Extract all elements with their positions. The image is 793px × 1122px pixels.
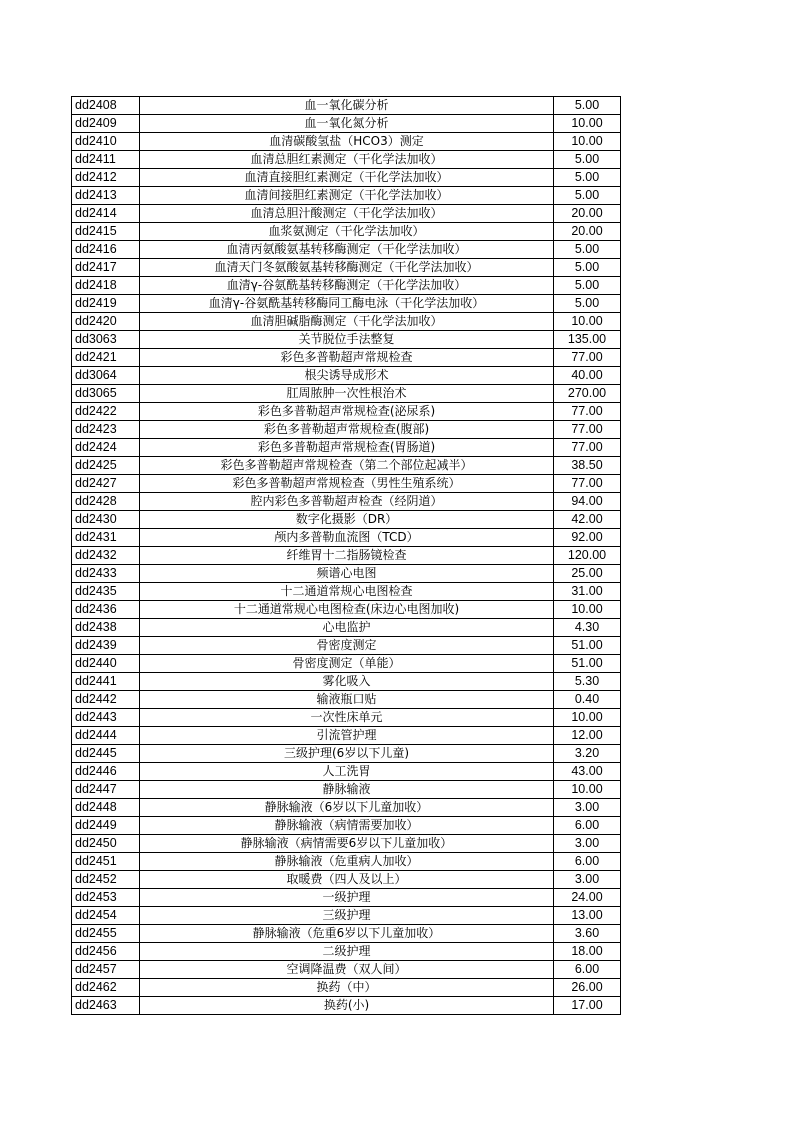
item-code-cell: dd2435 bbox=[72, 583, 140, 601]
item-code-cell: dd2418 bbox=[72, 277, 140, 295]
fee-table-body bbox=[72, 97, 621, 1015]
item-price-cell: 5.00 bbox=[554, 97, 621, 115]
item-price-cell: 94.00 bbox=[554, 493, 621, 511]
item-price-cell: 3.60 bbox=[554, 925, 621, 943]
item-price-cell: 77.00 bbox=[554, 349, 621, 367]
table-row bbox=[72, 385, 621, 403]
item-name-cell: 骨密度测定（单能） bbox=[140, 655, 554, 673]
item-code-cell: dd2453 bbox=[72, 889, 140, 907]
item-code-cell: dd3063 bbox=[72, 331, 140, 349]
item-price-cell: 3.00 bbox=[554, 871, 621, 889]
item-price-cell: 51.00 bbox=[554, 655, 621, 673]
item-price-cell: 12.00 bbox=[554, 727, 621, 745]
item-code-cell: dd2449 bbox=[72, 817, 140, 835]
item-code-cell: dd2427 bbox=[72, 475, 140, 493]
table-row bbox=[72, 727, 621, 745]
item-code-cell: dd2441 bbox=[72, 673, 140, 691]
item-name-cell: 血浆氨测定（干化学法加收） bbox=[140, 223, 554, 241]
table-row bbox=[72, 691, 621, 709]
item-name-cell: 血清直接胆红素测定（干化学法加收） bbox=[140, 169, 554, 187]
item-price-cell: 24.00 bbox=[554, 889, 621, 907]
table-row bbox=[72, 277, 621, 295]
item-price-cell: 10.00 bbox=[554, 601, 621, 619]
item-price-cell: 31.00 bbox=[554, 583, 621, 601]
table-row bbox=[72, 547, 621, 565]
item-code-cell: dd2423 bbox=[72, 421, 140, 439]
item-price-cell: 10.00 bbox=[554, 133, 621, 151]
table-row bbox=[72, 349, 621, 367]
table-row bbox=[72, 835, 621, 853]
item-name-cell: 彩色多普勒超声常规检查(泌尿系) bbox=[140, 403, 554, 421]
item-name-cell: 肛周脓肿一次性根治术 bbox=[140, 385, 554, 403]
item-code-cell: dd2439 bbox=[72, 637, 140, 655]
item-name-cell: 雾化吸入 bbox=[140, 673, 554, 691]
table-row bbox=[72, 295, 621, 313]
table-row bbox=[72, 529, 621, 547]
item-name-cell: 空调降温费（双人间） bbox=[140, 961, 554, 979]
item-price-cell: 6.00 bbox=[554, 817, 621, 835]
table-row bbox=[72, 781, 621, 799]
item-name-cell: 血一氧化碳分析 bbox=[140, 97, 554, 115]
item-price-cell: 3.20 bbox=[554, 745, 621, 763]
item-code-cell: dd2432 bbox=[72, 547, 140, 565]
item-price-cell: 77.00 bbox=[554, 421, 621, 439]
item-name-cell: 颅内多普勒血流图（TCD） bbox=[140, 529, 554, 547]
item-code-cell: dd2448 bbox=[72, 799, 140, 817]
item-price-cell: 5.00 bbox=[554, 295, 621, 313]
item-name-cell: 心电监护 bbox=[140, 619, 554, 637]
item-price-cell: 0.40 bbox=[554, 691, 621, 709]
item-name-cell: 静脉输液（危重6岁以下儿童加收） bbox=[140, 925, 554, 943]
item-price-cell: 135.00 bbox=[554, 331, 621, 349]
item-price-cell: 3.00 bbox=[554, 835, 621, 853]
item-name-cell: 三级护理(6岁以下儿童) bbox=[140, 745, 554, 763]
item-price-cell: 38.50 bbox=[554, 457, 621, 475]
item-name-cell: 彩色多普勒超声常规检查（第二个部位起减半） bbox=[140, 457, 554, 475]
table-row bbox=[72, 151, 621, 169]
table-row bbox=[72, 673, 621, 691]
table-row bbox=[72, 709, 621, 727]
item-code-cell: dd2440 bbox=[72, 655, 140, 673]
item-code-cell: dd2443 bbox=[72, 709, 140, 727]
item-code-cell: dd2416 bbox=[72, 241, 140, 259]
item-price-cell: 25.00 bbox=[554, 565, 621, 583]
item-price-cell: 10.00 bbox=[554, 115, 621, 133]
item-code-cell: dd2436 bbox=[72, 601, 140, 619]
item-price-cell: 3.00 bbox=[554, 799, 621, 817]
table-row bbox=[72, 169, 621, 187]
item-code-cell: dd2424 bbox=[72, 439, 140, 457]
item-price-cell: 42.00 bbox=[554, 511, 621, 529]
table-row bbox=[72, 979, 621, 997]
item-name-cell: 引流管护理 bbox=[140, 727, 554, 745]
item-code-cell: dd2455 bbox=[72, 925, 140, 943]
item-name-cell: 静脉输液 bbox=[140, 781, 554, 799]
fee-table bbox=[71, 96, 621, 1015]
item-price-cell: 18.00 bbox=[554, 943, 621, 961]
item-code-cell: dd2446 bbox=[72, 763, 140, 781]
item-code-cell: dd2413 bbox=[72, 187, 140, 205]
item-price-cell: 20.00 bbox=[554, 223, 621, 241]
item-price-cell: 77.00 bbox=[554, 475, 621, 493]
item-price-cell: 5.30 bbox=[554, 673, 621, 691]
item-name-cell: 一级护理 bbox=[140, 889, 554, 907]
item-code-cell: dd2410 bbox=[72, 133, 140, 151]
item-name-cell: 十二通道常规心电图检查(床边心电图加收) bbox=[140, 601, 554, 619]
item-price-cell: 5.00 bbox=[554, 241, 621, 259]
item-name-cell: 数字化摄影（DR） bbox=[140, 511, 554, 529]
table-row bbox=[72, 655, 621, 673]
item-name-cell: 腔内彩色多普勒超声检查（经阴道） bbox=[140, 493, 554, 511]
table-row bbox=[72, 115, 621, 133]
item-price-cell: 77.00 bbox=[554, 439, 621, 457]
table-row bbox=[72, 961, 621, 979]
table-row bbox=[72, 313, 621, 331]
item-price-cell: 6.00 bbox=[554, 961, 621, 979]
item-name-cell: 换药(小) bbox=[140, 997, 554, 1015]
item-price-cell: 120.00 bbox=[554, 547, 621, 565]
item-code-cell: dd3064 bbox=[72, 367, 140, 385]
table-row bbox=[72, 619, 621, 637]
item-name-cell: 血清胆碱脂酶测定（干化学法加收） bbox=[140, 313, 554, 331]
item-name-cell: 二级护理 bbox=[140, 943, 554, 961]
item-code-cell: dd2422 bbox=[72, 403, 140, 421]
item-code-cell: dd2454 bbox=[72, 907, 140, 925]
table-row bbox=[72, 259, 621, 277]
item-name-cell: 十二通道常规心电图检查 bbox=[140, 583, 554, 601]
table-row bbox=[72, 637, 621, 655]
item-code-cell: dd2408 bbox=[72, 97, 140, 115]
item-price-cell: 5.00 bbox=[554, 277, 621, 295]
item-code-cell: dd2456 bbox=[72, 943, 140, 961]
item-code-cell: dd2411 bbox=[72, 151, 140, 169]
table-row bbox=[72, 223, 621, 241]
table-row bbox=[72, 241, 621, 259]
table-row bbox=[72, 853, 621, 871]
item-price-cell: 5.00 bbox=[554, 151, 621, 169]
item-code-cell: dd2428 bbox=[72, 493, 140, 511]
item-name-cell: 关节脱位手法整复 bbox=[140, 331, 554, 349]
table-row bbox=[72, 799, 621, 817]
item-price-cell: 92.00 bbox=[554, 529, 621, 547]
item-name-cell: 静脉输液（6岁以下儿童加收） bbox=[140, 799, 554, 817]
item-price-cell: 13.00 bbox=[554, 907, 621, 925]
item-price-cell: 51.00 bbox=[554, 637, 621, 655]
item-name-cell: 彩色多普勒超声常规检查 bbox=[140, 349, 554, 367]
table-row bbox=[72, 457, 621, 475]
item-name-cell: 血清丙氨酸氨基转移酶测定（干化学法加收） bbox=[140, 241, 554, 259]
table-row bbox=[72, 439, 621, 457]
item-price-cell: 5.00 bbox=[554, 187, 621, 205]
item-name-cell: 根尖诱导成形术 bbox=[140, 367, 554, 385]
table-row bbox=[72, 925, 621, 943]
table-row bbox=[72, 601, 621, 619]
item-name-cell: 血清γ-谷氨酰基转移酶测定（干化学法加收） bbox=[140, 277, 554, 295]
item-name-cell: 血清总胆汁酸测定（干化学法加收） bbox=[140, 205, 554, 223]
item-name-cell: 输液瓶口贴 bbox=[140, 691, 554, 709]
item-name-cell: 彩色多普勒超声常规检查(胃肠道) bbox=[140, 439, 554, 457]
item-price-cell: 17.00 bbox=[554, 997, 621, 1015]
item-name-cell: 频谱心电图 bbox=[140, 565, 554, 583]
item-name-cell: 彩色多普勒超声常规检查(腹部) bbox=[140, 421, 554, 439]
item-code-cell: dd2421 bbox=[72, 349, 140, 367]
item-code-cell: dd2463 bbox=[72, 997, 140, 1015]
item-name-cell: 血一氧化氮分析 bbox=[140, 115, 554, 133]
item-code-cell: dd2433 bbox=[72, 565, 140, 583]
table-row bbox=[72, 871, 621, 889]
item-price-cell: 270.00 bbox=[554, 385, 621, 403]
item-code-cell: dd2447 bbox=[72, 781, 140, 799]
item-price-cell: 10.00 bbox=[554, 313, 621, 331]
item-price-cell: 6.00 bbox=[554, 853, 621, 871]
table-row bbox=[72, 943, 621, 961]
item-code-cell: dd2445 bbox=[72, 745, 140, 763]
table-row bbox=[72, 997, 621, 1015]
item-name-cell: 换药（中） bbox=[140, 979, 554, 997]
item-name-cell: 血清总胆红素测定（干化学法加收） bbox=[140, 151, 554, 169]
table-row bbox=[72, 565, 621, 583]
item-code-cell: dd2412 bbox=[72, 169, 140, 187]
table-row bbox=[72, 367, 621, 385]
item-price-cell: 5.00 bbox=[554, 259, 621, 277]
item-price-cell: 43.00 bbox=[554, 763, 621, 781]
table-row bbox=[72, 745, 621, 763]
item-name-cell: 静脉输液（病情需要加收） bbox=[140, 817, 554, 835]
item-code-cell: dd2451 bbox=[72, 853, 140, 871]
item-code-cell: dd2431 bbox=[72, 529, 140, 547]
item-name-cell: 静脉输液（病情需要6岁以下儿童加收） bbox=[140, 835, 554, 853]
item-code-cell: dd2452 bbox=[72, 871, 140, 889]
item-code-cell: dd2415 bbox=[72, 223, 140, 241]
table-row bbox=[72, 475, 621, 493]
item-price-cell: 26.00 bbox=[554, 979, 621, 997]
item-name-cell: 三级护理 bbox=[140, 907, 554, 925]
table-row bbox=[72, 763, 621, 781]
item-code-cell: dd3065 bbox=[72, 385, 140, 403]
item-price-cell: 10.00 bbox=[554, 781, 621, 799]
table-row bbox=[72, 187, 621, 205]
item-name-cell: 血清γ-谷氨酰基转移酶同工酶电泳（干化学法加收） bbox=[140, 295, 554, 313]
item-code-cell: dd2414 bbox=[72, 205, 140, 223]
table-row bbox=[72, 331, 621, 349]
item-name-cell: 血清间接胆红素测定（干化学法加收） bbox=[140, 187, 554, 205]
item-name-cell: 血清天门冬氨酸氨基转移酶测定（干化学法加收） bbox=[140, 259, 554, 277]
item-code-cell: dd2444 bbox=[72, 727, 140, 745]
item-name-cell: 取暖费（四人及以上） bbox=[140, 871, 554, 889]
item-price-cell: 77.00 bbox=[554, 403, 621, 421]
table-row bbox=[72, 133, 621, 151]
table-row bbox=[72, 97, 621, 115]
table-row bbox=[72, 511, 621, 529]
item-code-cell: dd2430 bbox=[72, 511, 140, 529]
item-name-cell: 血清碳酸氢盐（HCO3）测定 bbox=[140, 133, 554, 151]
item-name-cell: 人工洗胃 bbox=[140, 763, 554, 781]
item-code-cell: dd2419 bbox=[72, 295, 140, 313]
item-code-cell: dd2420 bbox=[72, 313, 140, 331]
item-name-cell: 一次性床单元 bbox=[140, 709, 554, 727]
table-row bbox=[72, 817, 621, 835]
item-code-cell: dd2457 bbox=[72, 961, 140, 979]
item-code-cell: dd2450 bbox=[72, 835, 140, 853]
item-price-cell: 5.00 bbox=[554, 169, 621, 187]
item-price-cell: 4.30 bbox=[554, 619, 621, 637]
table-row bbox=[72, 889, 621, 907]
table-row bbox=[72, 493, 621, 511]
item-code-cell: dd2417 bbox=[72, 259, 140, 277]
item-name-cell: 彩色多普勒超声常规检查（男性生殖系统） bbox=[140, 475, 554, 493]
item-code-cell: dd2425 bbox=[72, 457, 140, 475]
item-price-cell: 20.00 bbox=[554, 205, 621, 223]
table-row bbox=[72, 205, 621, 223]
item-code-cell: dd2409 bbox=[72, 115, 140, 133]
table-row bbox=[72, 403, 621, 421]
item-code-cell: dd2442 bbox=[72, 691, 140, 709]
item-name-cell: 静脉输液（危重病人加收） bbox=[140, 853, 554, 871]
item-code-cell: dd2462 bbox=[72, 979, 140, 997]
table-row bbox=[72, 907, 621, 925]
item-name-cell: 纤维胃十二指肠镜检查 bbox=[140, 547, 554, 565]
table-row bbox=[72, 583, 621, 601]
table-row bbox=[72, 421, 621, 439]
item-price-cell: 10.00 bbox=[554, 709, 621, 727]
item-code-cell: dd2438 bbox=[72, 619, 140, 637]
item-name-cell: 骨密度测定 bbox=[140, 637, 554, 655]
item-price-cell: 40.00 bbox=[554, 367, 621, 385]
